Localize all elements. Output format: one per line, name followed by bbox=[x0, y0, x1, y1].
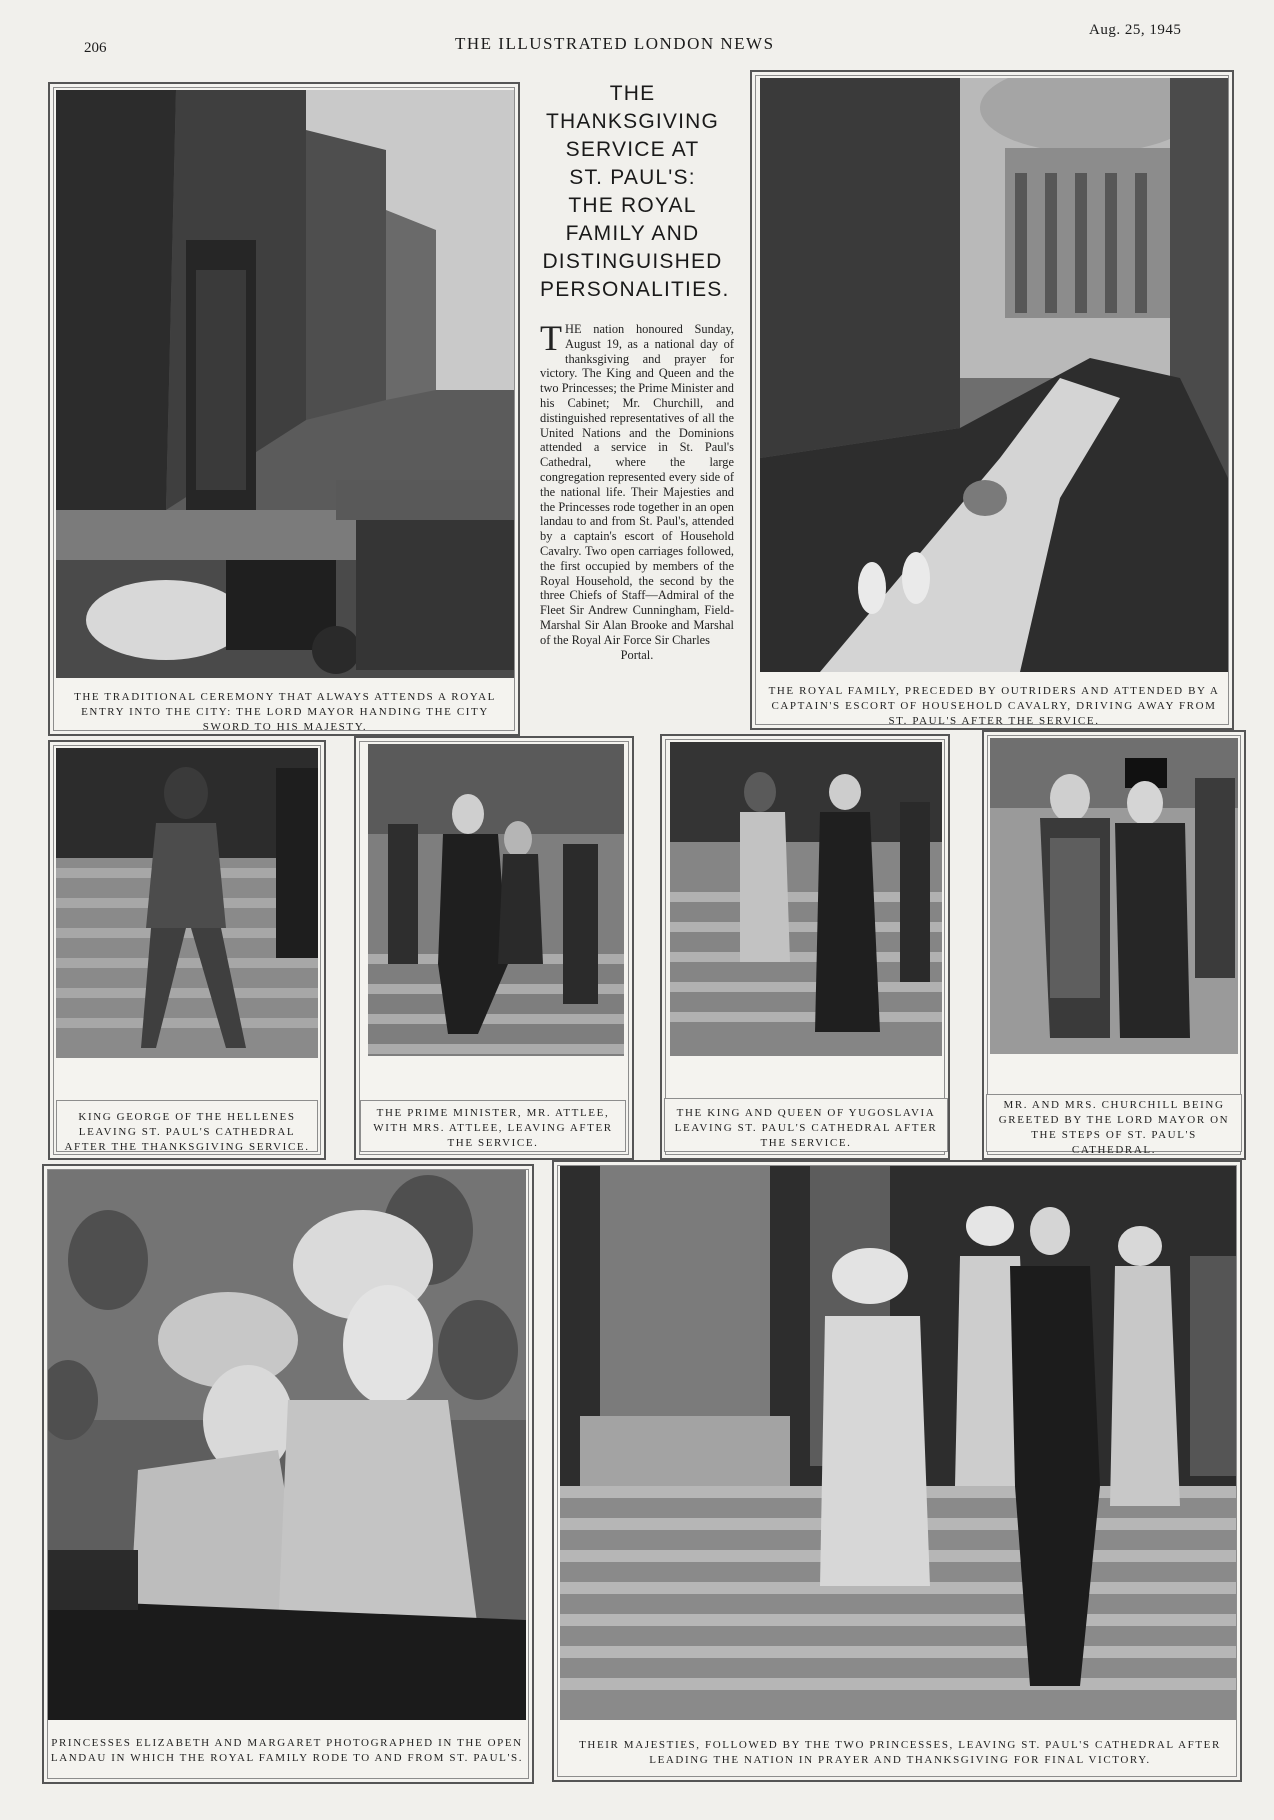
caption-king-hellenes: KING GEORGE OF THE HELLENES LEAVING ST. PAUL'S CATHEDRAL AFTER THE THANKSGIVING SERVICE. bbox=[64, 1111, 310, 1153]
caption-city-sword: THE TRADITIONAL CEREMONY THAT ALWAYS ATTENDS A ROYAL ENTRY INTO THE CITY: THE LORD MAYOR HANDING THE CITY SWORD TO HIS MAJESTY. bbox=[74, 691, 496, 733]
photo-royal-procession bbox=[760, 78, 1228, 672]
issue-date: Aug. 25, 1945 bbox=[1089, 22, 1182, 38]
headline bbox=[540, 80, 730, 304]
caption-churchill: MR. AND MRS. CHURCHILL BEING GREETED BY THE LORD MAYOR ON THE STEPS OF ST. PAUL'S CATHEDRAL. bbox=[998, 1099, 1230, 1156]
article-end: Portal. bbox=[620, 647, 654, 662]
caption-royal-family: THEIR MAJESTIES, FOLLOWED BY THE TWO PRINCESSES, LEAVING ST. PAUL'S CATHEDRAL AFTER LEADING THE NATION IN PRAYER AND THANKSGIVING FOR FINAL VICTORY. bbox=[579, 1739, 1221, 1766]
page-number: 206 bbox=[84, 40, 107, 56]
headline-line: THANKSGIVING bbox=[545, 110, 720, 133]
masthead: THE ILLUSTRATED LONDON NEWS bbox=[455, 34, 775, 53]
article-body: HE nation honoured Sunday, August 19, as a national day of thanksgiving and prayer for victory. The King and Queen and the two Princesses; the Prime Minister and his Cabinet; Mr. Churchill, and distinguished representatives of all the United Nations and the Dominions attended a service in St. Paul's Cathedral, where the large congregation represented every side of the national life. Their Majesties and the Princesses rode together in an open landau to and from St. Paul's, attended by a captain's escort of Household Cavalry. Two open carriages followed, the first occupied by members of the Royal Household, the second by the three Chiefs of Staff—Admiral of the Fleet Sir Andrew Cunningham, Field-Marshal Sir Alan Brooke and Marshal of the Royal Air Force Sir Charles bbox=[540, 322, 734, 647]
headline-line: THE ROYAL bbox=[568, 194, 697, 217]
caption-yugoslavia: THE KING AND QUEEN OF YUGOSLAVIA LEAVING ST. PAUL'S CATHEDRAL AFTER THE SERVICE. bbox=[674, 1107, 938, 1149]
article-text bbox=[540, 318, 734, 662]
photo-yugoslavia bbox=[670, 742, 942, 1056]
headline-line: FAMILY AND bbox=[565, 222, 700, 245]
caption-attlee: THE PRIME MINISTER, MR. ATTLEE, WITH MRS. ATTLEE, LEAVING AFTER THE SERVICE. bbox=[373, 1107, 613, 1149]
photo-attlee bbox=[368, 744, 624, 1056]
headline-line: ST. PAUL'S: bbox=[569, 166, 696, 189]
headline-line: DISTINGUISHED bbox=[542, 250, 723, 273]
photo-churchill bbox=[990, 738, 1238, 1054]
article-dropcap: T bbox=[540, 318, 562, 358]
photo-city-sword-ceremony bbox=[56, 90, 514, 678]
photo-princesses-landau bbox=[48, 1170, 526, 1720]
headline-line: SERVICE AT bbox=[565, 138, 700, 161]
headline-line: PERSONALITIES. bbox=[540, 278, 730, 301]
caption-royal-procession: THE ROYAL FAMILY, PRECEDED BY OUTRIDERS AND ATTENDED BY A CAPTAIN'S ESCORT OF HOUSEHOLD CAVALRY, DRIVING AWAY FROM ST. PAUL'S AFTER THE SERVICE. bbox=[768, 685, 1220, 727]
photo-king-hellenes bbox=[56, 748, 318, 1058]
headline-line: THE bbox=[609, 82, 656, 105]
photo-royal-family-steps bbox=[560, 1166, 1236, 1720]
caption-princesses: PRINCESSES ELIZABETH AND MARGARET PHOTOGRAPHED IN THE OPEN LANDAU IN WHICH THE ROYAL FAMILY RODE TO AND FROM ST. PAUL'S. bbox=[50, 1737, 524, 1764]
